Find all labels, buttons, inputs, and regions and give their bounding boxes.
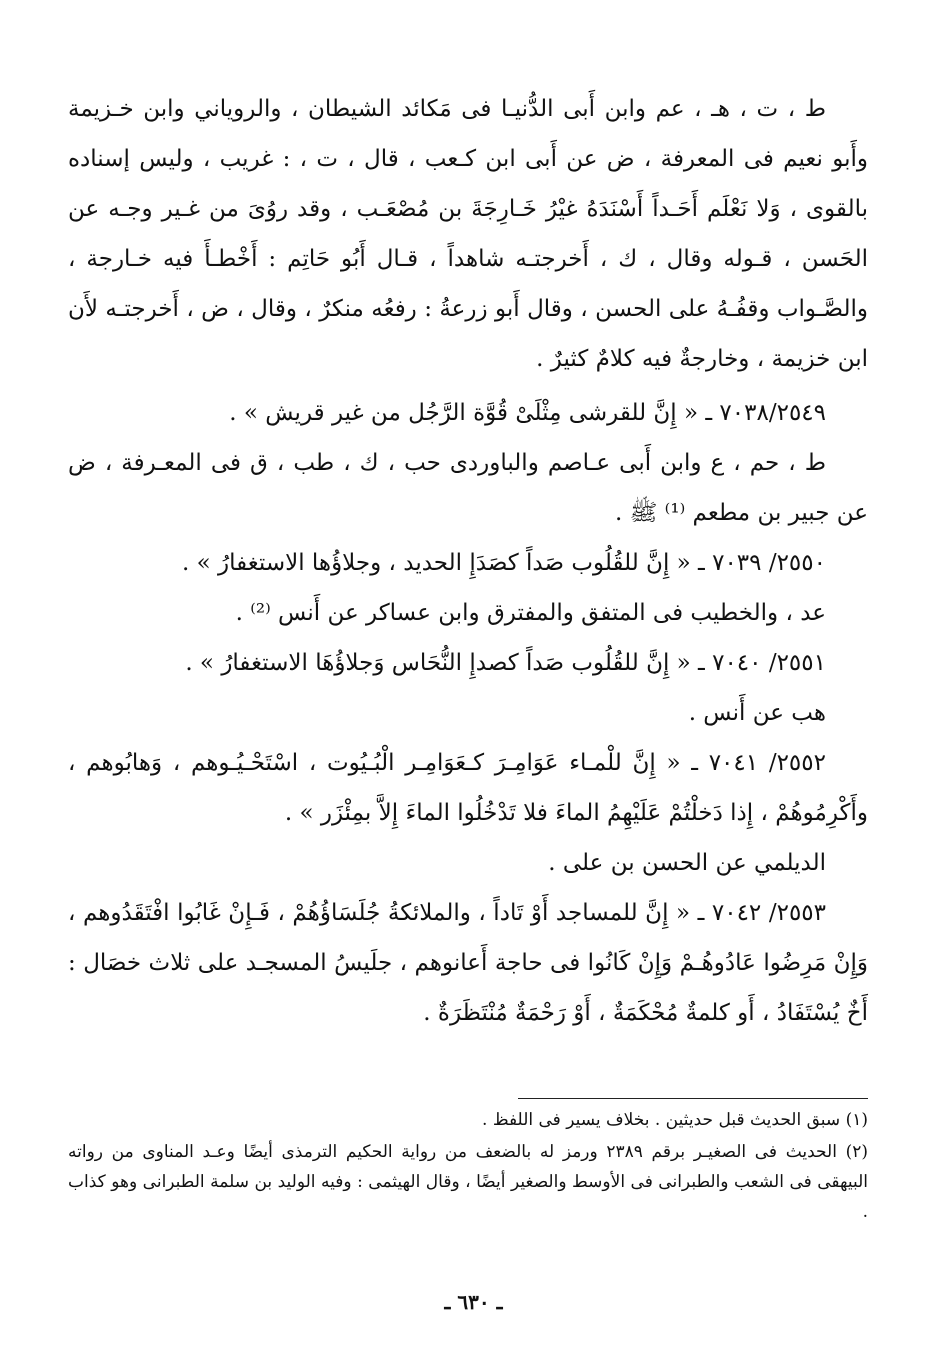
hadith-text-2550: ٢٥٥٠/ ٧٠٣٩ ـ « إِنَّ للقُلُوب صَداً كصَدَإِ الحديد ، وجلاؤُها الاستغفارُ » . xyxy=(182,550,826,576)
hadith-text-2553: ٢٥٥٣/ ٧٠٤٢ ـ « إِنَّ للمساجد أَوْ تَاداً ، والملائكةُ جُلَسَاؤُهُمْ ، فَـإِنْ غَابُوا افْتَقَدُوهم ، وَإِنْ مَرِضُوا عَادُوهُـمْ وَإِنْ كَانُوا فى حاجة أَعانوهم ، جلَيسُ المسجـد على ثلاث خصَال : أَخٌ يُسْتَفَادُ ، أَو كلمةٌ مُحْكَمَةٌ ، أَوْ رَحْمَةٌ مُنْتَظَرَةٌ . xyxy=(68,900,868,1026)
hadith-commentary-paragraph: ط ، ت ، هـ ، عم وابن أَبى الدُّنيـا فى مَكائد الشيطان ، والروياني وابن خـزيمة وأَبو نعيم فى المعرفة ، ض عن أَبى ابن كـعب ، قال ، ت ، : غريب ، وليس إسناده بالقوى ، وَلا نَعْلَم أَحَـداً أَسْنَدَهُ غيْرُ خَـارِجَةَ بن مُصْعَـب ، وقد روُىَ من غـير وجـه عن الحَسن ، قـوله وقال ، ك ، أَخرجتـه شاهداً ، قـال أَبُو حَاتِم : أَخْطـأَ فيه خـارجة ، والصَّـواب وقفُـهُ على الحسن ، وقال أَبو زرعةُ : رفعُه منكرٌ ، وقال ، ض ، أَخرجتـه لأَن ابن خزيمة ، وخارجةٌ فيه كلامٌ كثيرٌ . xyxy=(68,96,869,372)
footnote-2: (٢) الحديث فى الصغيـر برقم ٢٣٨٩ ورمز له بالضعف من رواية الحكيم الترمذى أيضًا وعـد المناوى من رواته البيهقى فى الشعب والطبرانى فى الأوسط والصغير أيضًا ، وقال الهيثمى : وفيه الوليد بن سلمة الطبرانى وهو كذاب . xyxy=(68,1142,868,1222)
hadith-text-2551: ٢٥٥١/ ٧٠٤٠ ـ « إِنَّ للقُلُوب صَداً كصدإِ النُّحَاس وَجلاؤُهَا الاستغفارُ » . xyxy=(185,650,826,676)
hadith-text-2549: ٧٠٣٨/٢٥٤٩ ـ « إِنَّ للقرشى مِثْلَىْ قُوَّة الرَّجُل من غير قريش » . xyxy=(229,400,826,426)
hadith-source-2550: عد ، والخطيب فى المتفق والمفترق وابن عساكر عن أَنس ⁽²⁾ . xyxy=(235,600,826,626)
footnotes-section xyxy=(68,1098,868,1227)
footnote-1: (١) سبق الحديث قبل حديثين . بخلاف يسير فى اللفظ . xyxy=(482,1110,868,1130)
hadith-source-2551: هب عن أَنس . xyxy=(688,700,826,726)
hadith-source-2549: ط ، حم ، ع وابن أَبى عـاصم والباوردى حب ، ك ، طب ، ق فى المعـرفة ، ض عن جبير بن مطعم ⁽¹⁾ ﷺ . xyxy=(68,450,868,526)
hadith-text-2552: ٢٥٥٢/ ٧٠٤١ ـ « إِنَّ للْمـاء عَوَامِـرَ كـعَوَامِـر الْبُـيُوت ، اسْتَحْـيُـوهم ، وَهابُوهم ، وأَكْرِمُوهُمْ ، إِذا دَخلْتُمْ عَلَيْهِمُ الماءَ فلا تَدْخُلُوا الماءَ إِلاَّ بمِئْزَر » . xyxy=(68,750,868,826)
hadith-source-2552: الديلمي عن الحسن بن على . xyxy=(548,850,826,876)
main-text xyxy=(68,84,868,1038)
footnote-divider xyxy=(518,1098,868,1099)
page-number: ـ ٦٣٠ ـ xyxy=(444,1290,503,1314)
